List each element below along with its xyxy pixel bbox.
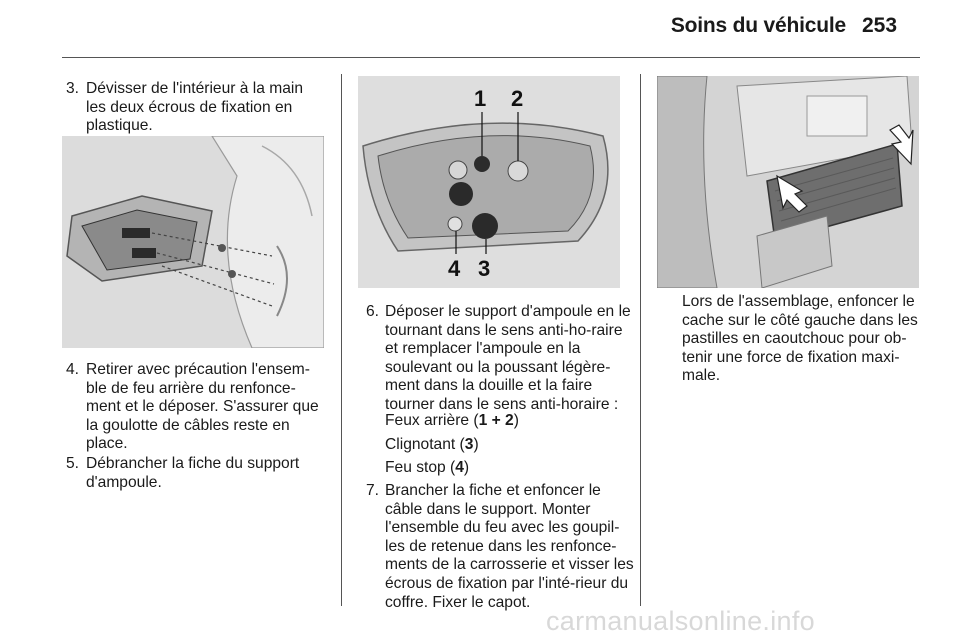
figure-tail-light-removal — [62, 136, 324, 348]
step-text: Brancher la fiche et enfoncer le câble dans le support. Monter l'ensemble du feu avec les goupil-les de retenue dans les renfonce-ments de la carrosserie et visser les écrous de fixation par l'inté-rieur du coffre. Fixer le capot. — [385, 482, 634, 611]
column-divider-1 — [341, 74, 342, 606]
callout-3: 3 — [478, 256, 491, 281]
assembly-note: Lors de l'assemblage, enfoncer le cache sur le côté gauche dans les pastilles en caoutchouc pour ob-tenir une force de fixation maxi-male. — [682, 293, 918, 385]
rear-lights-label: Feux arrière ( — [385, 412, 479, 429]
header-divider — [62, 57, 920, 58]
column-divider-2 — [640, 74, 641, 606]
step-number: 6. — [366, 303, 380, 320]
brake-value: 4 — [455, 459, 464, 476]
callout-2: 2 — [511, 86, 524, 111]
watermark: carmanualsonline.info — [546, 606, 815, 636]
step-text: Dévisser de l'intérieur à la main les deux écrous de fixation en plastique. — [86, 80, 304, 135]
step-text: Déposer le support d'ampoule en le tournant dans le sens anti-ho-raire et remplacer l'ampoule en la soulevant ou la poussant légère-ment dans la douille et la faire tourner dans le sens anti-horaire : — [385, 303, 631, 413]
trunk-cover-arrows-photo — [657, 76, 919, 288]
step-number: 7. — [366, 482, 380, 499]
brake-label: Feu stop ( — [385, 459, 456, 476]
tail-light-assembly-open-photo — [62, 136, 324, 348]
figure-bulb-holder — [358, 76, 620, 288]
callout-1: 1 — [474, 86, 487, 111]
brake-line — [385, 459, 469, 478]
indicator-value: 3 — [464, 436, 474, 453]
indicator-line — [385, 436, 479, 455]
page-title: Soins du véhicule — [670, 14, 846, 37]
close-paren: ) — [513, 412, 519, 429]
page-number: 253 — [862, 14, 898, 37]
rear-lights-value: 1 + 2 — [478, 412, 514, 429]
callout-4: 4 — [448, 256, 461, 281]
step-number: 4. — [66, 361, 80, 378]
step-text: Retirer avec précaution l'ensem-ble de feu arrière du renfonce-ment et le déposer. S'assurer que la goulotte de câbles reste en place. — [86, 361, 319, 453]
rear-lights-line — [385, 412, 519, 431]
indicator-label: Clignotant ( — [385, 436, 465, 453]
step-text: Débrancher la fiche du support d'ampoule. — [86, 455, 300, 491]
close-paren: ) — [473, 436, 479, 453]
step-number: 3. — [66, 80, 80, 97]
bulb-holder-photo — [358, 76, 620, 288]
figure-trunk-cover — [657, 76, 919, 288]
step-number: 5. — [66, 455, 80, 472]
close-paren: ) — [463, 459, 470, 476]
